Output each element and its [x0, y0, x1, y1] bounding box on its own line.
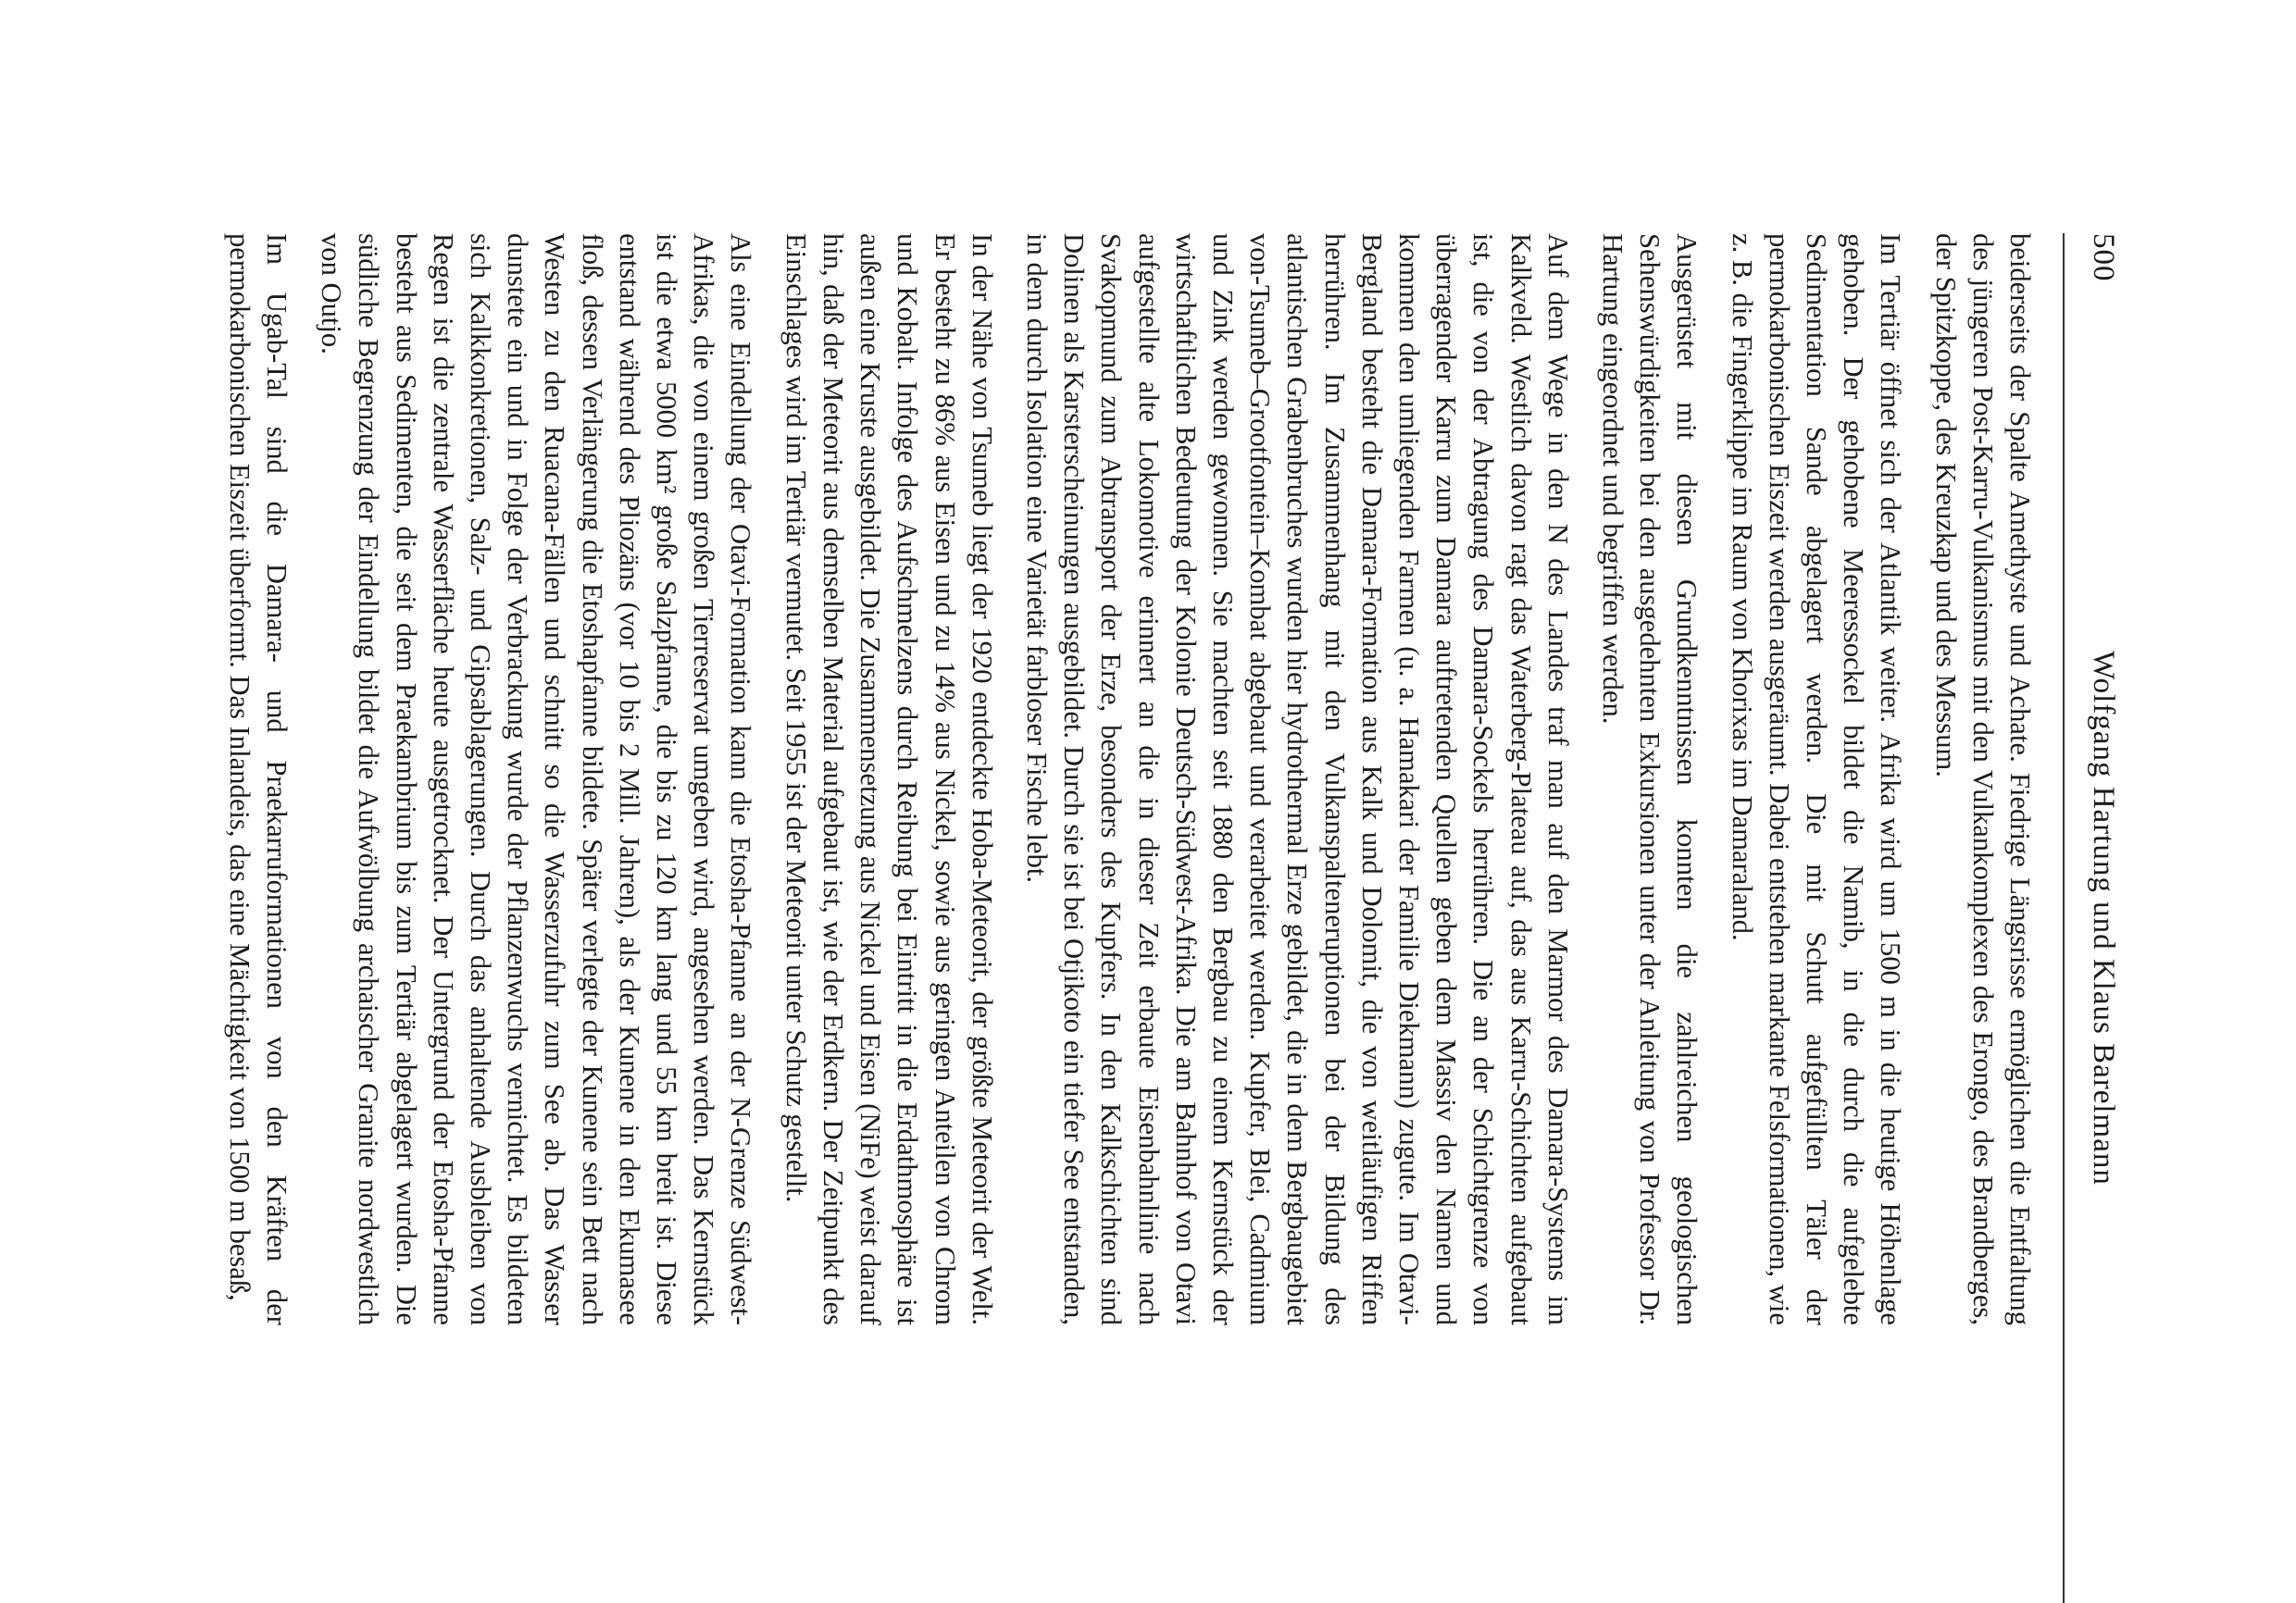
page-number: 500	[2087, 233, 2120, 282]
paragraph: Im Tertiär öffnet sich der Atlantik weiter. Afrika wird um 1500 m in die heutige Höhenlage gehoben. Der gehobene Meeressockel bildet die Namib, in die durch die aufgelebte Sedimentation Sande abgelagert werden. Die mit Schutt aufgefüllten Täler der permokarbonischen Eiszeit werden ausgeräumt. Dabei entstehen markante Felsformationen, wie z. B. die Fingerklippe im Raum von Khorixas im Damaraland.	[1726, 233, 1907, 1325]
body-text	[204, 233, 2039, 1325]
running-head: Wolfgang Hartung und Klaus Barelmann	[2087, 651, 2120, 1186]
paragraph: Als eine Eindellung der Otavi-Formation kann die Etosha-Pfanne an der N-Grenze Südwest-Afrikas, die von einem großen Tierreservat umgeben wird, angesehen werden. Das Kernstück ist die etwa 5000 km² große Salzpfanne, die bis zu 120 km lang und 55 km breit ist. Diese entstand während des Pliozäns (vor 10 bis 2 Mill. Jahren), als der Kunene in den Ekumasee floß, dessen Verlängerung die Etoshapfanne bildete. Später verlegte der Kunene sein Bett nach Westen zu den Ruacana-Fällen und schnitt so die Wasserzufuhr zum See ab. Das Wasser dunstete ein und in Folge der Verbrackung wurde der Pflanzenwuchs vernichtet. Es bildeten sich Kalkkonkretionen, Salz- und Gipsablagerungen. Durch das anhaltende Ausbleiben von Regen ist die zentrale Wasserfläche heute ausgetrocknet. Der Untergrund der Etosha-Pfanne besteht aus Sedimenten, die seit dem Praekambrium bis zum Tertiär abgelagert wurden. Die südliche Begrenzung der Eindellung bildet die Aufwölbung archaischer Granite nordwestlich von Outjo.	[316, 233, 757, 1325]
paragraph: In der Nähe von Tsumeb liegt der 1920 entdeckte Hoba-Meteorit, der größte Meteorit der Welt. Er besteht zu 86% aus Eisen und zu 14% aus Nickel, sowie aus geringen Anteilen von Chrom und Kobalt. Infolge des Aufschmelzens durch Reibung bei Eintritt in die Erdathmosphäre ist außen eine Kruste ausgebildet. Die Zusammensetzung aus Nickel und Eisen (NiFe) weist darauf hin, daß der Meteorit aus demselben Material aufgebaut ist, wie der Erdkern. Der Zeitpunkt des Einschlages wird im Tertiär vermutet. Seit 1955 ist der Meteorit unter Schutz gestellt.	[780, 233, 998, 1325]
page-header	[2063, 233, 2129, 1603]
paragraph: beiderseits der Spalte Amethyste und Achate. Fiedrige Längsrisse ermöglichen die Entfaltung des jüngeren Post-Karru-Vulkanismus mit den Vulkankomplexen des Erongo, des Brandberges, der Spitzkoppe, des Kreuzkap und des Messum.	[1929, 233, 2036, 1325]
paragraph: Im Ugab-Tal sind die Damara- und Praekarruformationen von den Kräften der permokarbonischen Eiszeit überformt. Das Inlandeis, das eine Mächtigkeit von 1500 m besaß,	[223, 233, 293, 1325]
paragraph: Ausgerüstet mit diesen Grundkenntnissen konnten die zahlreichen geologischen Sehenswürdigkeiten bei den ausgedehnten Exkursionen unter der Anleitung von Professor Dr. Hartung eingeordnet und begriffen werden.	[1596, 233, 1703, 1325]
paragraph: Auf dem Wege in den N des Landes traf man auf den Marmor des Damara-Systems im Kalkveld. Westlich davon ragt das Waterberg-Plateau auf, das aus Karru-Schichten aufgebaut ist, die von der Abtragung des Damara-Sockels herrühren. Die an der Schichtgrenze von überragender Karru zum Damara auftretenden Quellen geben dem Massiv den Namen und kommen den umliegenden Farmen (u. a. Hamakari der Familie Diekmann) zugute. Im Otavi-Bergland besteht die Damara-Formation aus Kalk und Dolomit, die von weitläufigen Riffen herrühren. Im Zusammenhang mit den Vulkanspalteneruptionen bei der Bildung des atlantischen Grabenbruches wurden hier hydrothermal Erze gebildet, die in dem Bergbaugebiet von-Tsumeb–Grootfontein–Kombat abgebaut und verarbeitet werden. Kupfer, Blei, Cadmium und Zink werden gewonnen. Sie machten seit 1880 den Bergbau zu einem Kernstück der wirtschaftlichen Bedeutung der Kolonie Deutsch-Südwest-Afrika. Die am Bahnhof von Otavi aufgestellte alte Lokomotive erinnert an die in dieser Zeit erbaute Eisenbahnlinie nach Svakopmund zum Abtransport der Erze, besonders des Kupfers. In den Kalkschichten sind Dolinen als Karsterscheinungen ausgebildet. Durch sie ist bei Otjikoto ein tiefer See entstanden, in dem durch Isolation eine Varietät farbloser Fische lebt.	[1020, 233, 1574, 1325]
